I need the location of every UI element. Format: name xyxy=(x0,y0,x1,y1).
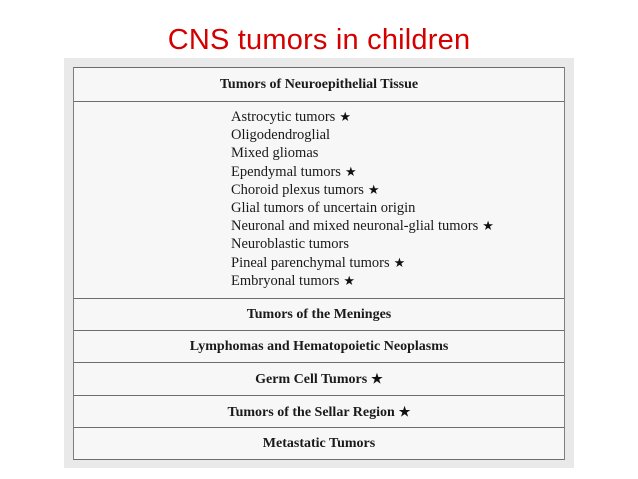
subtype-item xyxy=(231,108,564,126)
table-heading-neuroepithelial xyxy=(74,67,564,101)
subtype-item xyxy=(231,217,564,235)
subtype-label: Glial tumors of uncertain origin xyxy=(231,200,416,217)
table-category-row xyxy=(74,395,564,427)
category-label: Metastatic Tumors xyxy=(262,435,376,451)
subtype-label: Embryonal tumors xyxy=(231,272,340,289)
star-icon: ★ xyxy=(371,371,383,387)
subtype-item xyxy=(231,144,564,162)
category-label: Lymphomas and Hematopoietic Neoplasms xyxy=(189,339,449,355)
subtype-item xyxy=(231,126,564,144)
star-icon: ★ xyxy=(343,272,355,288)
neuroepithelial-subtypes-cell xyxy=(74,101,564,298)
subtype-item xyxy=(231,254,564,272)
table-category-row xyxy=(74,298,564,330)
subtype-item xyxy=(231,181,564,199)
star-icon: ★ xyxy=(339,109,351,124)
subtype-label: Neuroblastic tumors xyxy=(231,236,349,253)
subtype-item xyxy=(231,235,564,253)
subtype-item xyxy=(231,199,564,217)
category-label: Tumors of the Meninges xyxy=(246,307,392,322)
slide-title: CNS tumors in children xyxy=(167,24,471,56)
star-icon: ★ xyxy=(367,181,380,197)
table-bottom-rule xyxy=(74,459,564,460)
subtype-label: Choroid plexus tumors xyxy=(231,181,364,198)
table-category-row xyxy=(74,427,564,459)
table-category-row xyxy=(74,330,564,362)
subtype-label: Astrocytic tumors xyxy=(231,109,336,125)
subtype-label: Ependymal tumors xyxy=(231,163,341,180)
star-icon: ★ xyxy=(482,218,494,234)
subtype-label: Pineal parenchymal tumors xyxy=(231,254,390,271)
subtype-label: Oligodendroglial xyxy=(231,127,331,144)
subtype-label: Mixed gliomas xyxy=(231,145,319,162)
category-label: Tumors of the Sellar Region xyxy=(227,404,395,420)
heading-text: Tumors of Neuroepithelial Tissue xyxy=(219,77,419,92)
category-label: Germ Cell Tumors xyxy=(255,372,368,388)
table-category-row xyxy=(74,362,564,394)
tumor-classification-table xyxy=(73,67,565,460)
neuroepithelial-subtype-list xyxy=(74,102,564,290)
subtype-label: Neuronal and mixed neuronal-glial tumors xyxy=(231,218,479,235)
star-icon: ★ xyxy=(393,254,406,270)
tumor-classification-table-image xyxy=(64,58,574,468)
star-icon: ★ xyxy=(398,403,411,419)
subtype-item xyxy=(231,163,564,181)
star-icon: ★ xyxy=(344,163,357,179)
subtype-item xyxy=(231,272,564,290)
